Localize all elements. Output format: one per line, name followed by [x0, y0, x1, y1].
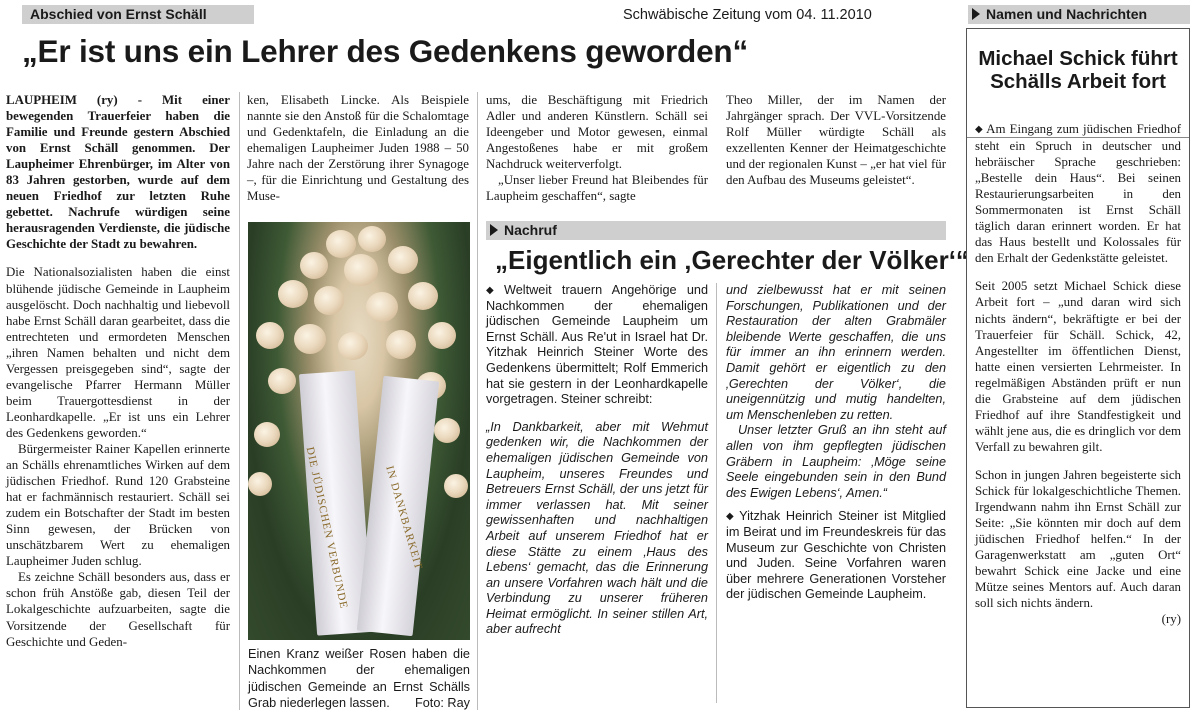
ribbon-inscription-left: DIE JÜDISCHEN VERBUNDE [303, 445, 350, 611]
rose [388, 246, 418, 274]
main-headline: „Er ist uns ein Lehrer des Gedenkens geworden“ [22, 33, 749, 69]
obituary-bio [726, 509, 946, 603]
ribbon-inscription-right: IN DANKBARKEIT [383, 464, 425, 572]
rose [386, 330, 416, 359]
column-divider [477, 92, 478, 710]
sidebar-headline: Michael Schick führt Schälls Arbeit fort [978, 47, 1178, 93]
rose [408, 282, 438, 310]
article-column-3 [486, 92, 708, 204]
sidebar-paragraph-text: Am Eingang zum jüdischen Friedhof steht ein Spruch in deutscher und hebräischer Sprache geschrieben: „Bestelle dein Haus“. Bei seinen Restaurierungsarbeiten in den Sommermonaten ist Ernst Schäll täglich daran erinnert worden. Er hat das Haus bestellt und Kolossales für den Erhalt der Gedenkstätte geleistet. [975, 122, 1181, 266]
obituary-rubric-label: Nachruf [504, 222, 557, 238]
sidebar-paragraph [975, 121, 1181, 266]
rose [294, 324, 326, 354]
rose [358, 226, 386, 252]
obituary-quote: und zielbewusst hat er mit seinen Forschungen, Publikationen und der Restauration der alten Grabmäler bleibende Werte geschaffen, die uns für immer an ihn erinnern werden. Damit gehört er eigentlich zu den ‚Gerechten der Völker‘, die uneigennützig und mutig handelten, um Menschenleben zu retten. [726, 283, 946, 422]
article-column-2 [247, 92, 469, 204]
column-divider [239, 92, 240, 710]
obituary-rubric [486, 221, 946, 240]
article-paragraph: ums, die Beschäftigung mit Friedrich Adler und anderen Künstlern. Schäll sei Ideengeber und Motor gewesen, einmal Angestoßenes habe er mit großem Nachdruck weiterverfolgt. [486, 93, 708, 172]
rose [314, 286, 344, 315]
caption-text: Einen Kranz weißer Rosen haben die Nachkommen der ehemaligen jüdischen Gemeinde an Ernst Schälls Grab niederlegen lassen. [248, 647, 470, 711]
diamond-bullet-icon: ◆ [486, 285, 494, 296]
article-paragraph: Es zeichne Schäll besonders aus, dass er schon früh Anstöße gab, diesen Teil der Lokalgeschichte aufzuarbeiten, sagte die Vorsitzende der Gesellschaft für Geschichte und Geden- [6, 570, 230, 649]
sidebar-text [975, 121, 1181, 627]
diamond-bullet-icon: ◆ [975, 124, 983, 135]
obituary-column-right [726, 283, 946, 603]
article-column-1 [6, 92, 230, 650]
rose [268, 368, 296, 394]
newspaper-source: Schwäbische Zeitung vom 04. 11.2010 [623, 7, 872, 23]
side-rubric [968, 5, 1190, 24]
column-divider [716, 283, 717, 703]
obituary-bio-text: Yitzhak Heinrich Steiner ist Mitglied im Beirat und im Freundeskreis für das Museum zur Geschichte von Christen und Juden. Seine Vorfahren waren über mehrere Generationen Vorsteher der jüdischen Gemeinde Laupheim. [726, 509, 946, 602]
article-paragraph: Bürgermeister Rainer Kapellen erinnerte an Schälls ehrenamtliches Wirken auf dem jüdischen Friedhof. Rund 120 Grabsteine hat er fachmännisch restauriert. Schäll sei zudem ein Botschafter der Stadt im besten Sinn gewesen, der Brücken von unschätzbarem Wert zu ehemaligen Laupheimer Juden schlug. [6, 441, 230, 569]
rose [300, 252, 328, 279]
triangle-marker-icon [490, 224, 498, 236]
rose [338, 332, 368, 360]
rose [278, 280, 308, 308]
photo-credit: Foto: Ray [415, 696, 470, 711]
sidebar-box [966, 28, 1190, 708]
sidebar-paragraph: Schon in jungen Jahren begeisterte sich Schick für lokalgeschichtliche Themen. Irgendwann nahm ihn Ernst Schäll zur Seite: „Sie könnten mir doch auf dem jüdischen Friedhof helfen.“ In der Garagenwerkstatt am „guten Ort“ bewahrt Schick eine Jacke und eine Mütze seines Mentors auf. Auch daran soll sich nichts ändern. [975, 467, 1181, 611]
rose [326, 230, 356, 258]
diamond-bullet-icon: ◆ [726, 511, 734, 523]
obituary-headline: „Eigentlich ein ‚Gerechter der Völker‘“ [495, 245, 969, 275]
article-lead: LAUPHEIM (ry) - Mit einer bewegenden Trauerfeier haben die Familie und Freunde gestern Abschied von Ernst Schäll genommen. Der Laupheimer Ehrenbürger, im Alter von 83 Jahren gestorben, wurde auf dem neuen Friedhof zur letzten Ruhe gebettet. Nachrufe würdigen seine herausragenden Verdienste, die jüdische Geschichte der Stadt zu bewahren. [6, 93, 230, 252]
article-paragraph: Theo Miller, der im Namen der Jahrgänger sprach. Der VVL-Vorsitzende Rolf Müller würdigte Schäll als exzellenten Kenner der Heimatgeschichte und der regionalen Kunst – „er hat viel für den Aufbau des Museums geleistet“. [726, 93, 946, 188]
obituary-intro [486, 283, 708, 408]
rose [444, 474, 468, 498]
rose [248, 472, 272, 496]
obituary-quote: Unser letzter Gruß an ihn steht auf allen von ihm gepflegten jüdischen Gräbern in Laupheim: ‚Möge seine Seele eingebunden sein in den Bund des Ewigen Lebens‘, Amen.“ [726, 423, 946, 500]
rose [254, 422, 280, 447]
rose [366, 292, 398, 322]
sidebar-paragraph: Seit 2005 setzt Michael Schick diese Arbeit fort – „und daran wird sich nichts ändern“, bekräftigte er bei der Trauerfeier für Schäll. Schick, 42, Angestellter im öffentlichen Dienst, hatte einen versierten Lehrmeister. In regelmäßigen Abständen prüft er nun die Grabsteine auf dem jüdischen Friedhof auf ihre Standfestigkeit und wählt jene aus, die es dringlich vor dem Verfall zu bewahren gilt. [975, 279, 1181, 454]
obituary-column-left [486, 283, 708, 638]
side-rubric-label: Namen und Nachrichten [986, 6, 1148, 22]
obituary-quote: „In Dankbarkeit, aber mit Wehmut gedenken wir, die Nachkommen der ehemaligen jüdischen Gemeinde von Laupheim, unseres Freundes und Betreuers Ernst Schäll, der uns jetzt für immer verlassen hat. Mit seiner gewissenhaften und nachhaltigen Arbeit auf unserem Friedhof hat er diese Stätte zu einem ‚Haus des Lebens‘ gemacht, das die Erinnerung an unsere Vorfahren wach hält und die Verbindung zu unserer früheren Heimat ermöglicht. In seiner stillen Art, aber aufrecht [486, 419, 708, 637]
photo-caption [248, 646, 470, 712]
section-rubric: Abschied von Ernst Schäll [22, 5, 254, 24]
sidebar-signature: (ry) [1161, 612, 1181, 627]
rose [344, 254, 378, 286]
wreath-photo [248, 222, 470, 640]
article-paragraph: Die Nationalsozialisten haben die einst blühende jüdische Gemeinde in Laupheim ausgelöscht. Doch nachhaltig und liebevoll habe Ernst Schäll daran gearbeitet, dass die entrechteten und ermordeten Menschen „ihren Namen behalten und nicht dem Vergessen preisgegeben sind“, sagte der evangelische Pfarrer Hermann Müller beim Trauergottesdienst in der Leonhardkapelle. „Er ist uns ein Lehrer des Gedenkens geworden.“ [6, 265, 230, 440]
article-paragraph: „Unser lieber Freund hat Bleibendes für Laupheim geschaffen“, sagte [486, 173, 708, 204]
article-paragraph: ken, Elisabeth Lincke. Als Beispiele nannte sie den Anstoß für die Schalomtage und Gedenktafeln, die Einladung an die ehemaligen Laupheimer Juden 1988 – 50 Jahre nach der Zerstörung ihrer Synagoge –, für die Einrichtung und Gestaltung des Muse- [247, 93, 469, 204]
triangle-marker-icon [972, 8, 980, 20]
obituary-intro-text: Weltweit trauern Angehörige und Nachkommen der ehemaligen jüdischen Gemeinde Laupheim um Ernst Schäll. Aus Re'ut in Israel hat Dr. Yitzhak Heinrich Steiner Worte des Gedenkens übermittelt; Rolf Emmerich hat sie gestern in der Leonhardkapelle vorgetragen. Steiner schreibt: [486, 283, 708, 407]
article-column-4 [726, 92, 946, 188]
rose [428, 322, 456, 349]
rose [256, 322, 284, 349]
rose [434, 418, 460, 443]
